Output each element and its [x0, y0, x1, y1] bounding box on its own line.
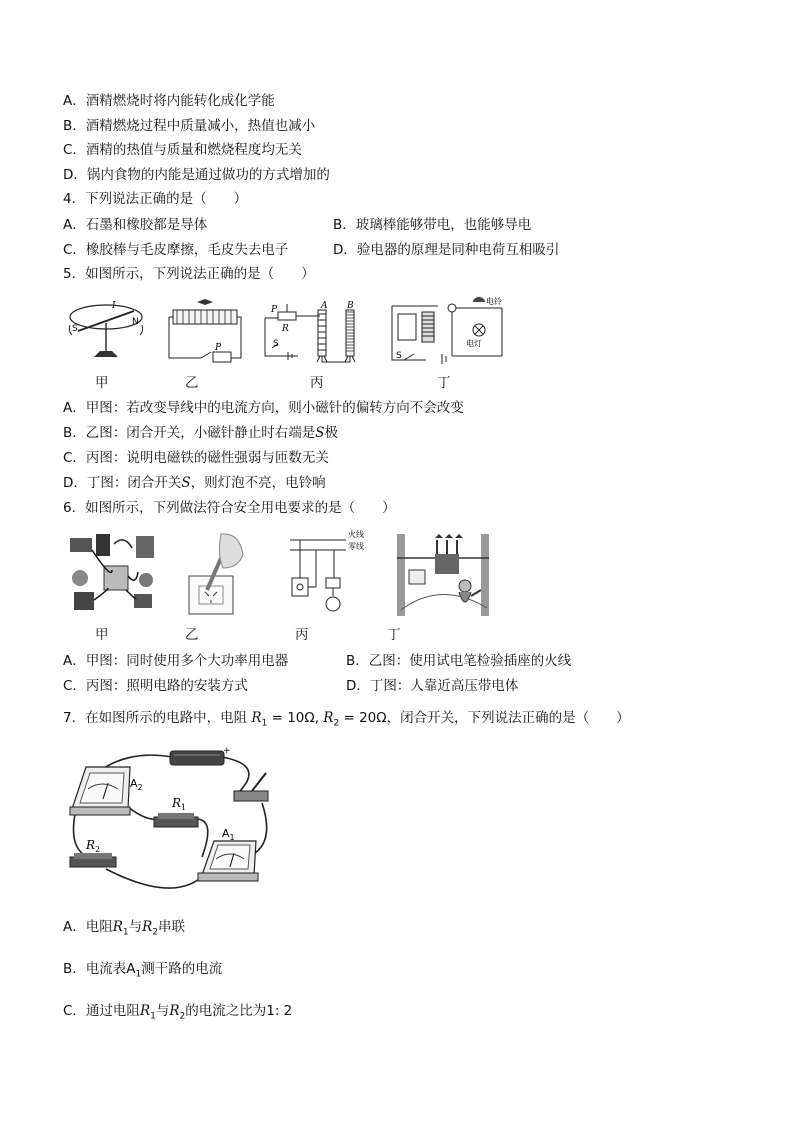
q4-option-c: C．橡胶棒与毛皮摩擦，毛皮失去电子 — [63, 242, 289, 258]
q5-option-c: C．丙图：说明电磁铁的磁性强弱与匝数无关 — [63, 450, 329, 466]
q7-stem: 7．在如图所示的电路中，电阻 $R_1 = 10\Omega$, $R_2 = 20\Omega$，闭合开关，下列说法正确的是（ ） — [63, 710, 630, 729]
q5-option-b: B．乙图：闭合开关，小磁针静止时右端是S极 — [63, 425, 339, 441]
q7-option-a: A．电阻$R_1$与$R_2$串联 — [63, 919, 186, 938]
q7-option-c: C．通过电阻$R_1$与$R_2$的电流之比为1: 2 — [63, 1003, 293, 1022]
q5-ding-s-label: S — [396, 351, 402, 361]
q6-neutral-wire-label: 零线 — [348, 542, 364, 551]
q3-option-c: C．酒精的热值与质量和燃烧程度均无关 — [63, 142, 302, 158]
q5-bing-a-label: A — [321, 301, 328, 311]
q5-yi-p-label: P — [215, 343, 222, 353]
q5-bing-p-label: P — [271, 305, 278, 315]
q7-r2-label: $R_2$ — [86, 838, 101, 854]
q5-bing-s-label: S — [273, 339, 279, 349]
q7-battery-plus-label: + — [223, 746, 231, 756]
q6-option-c: C．丙图：照明电路的安装方式 — [63, 678, 248, 694]
q5-option-a: A．甲图：若改变导线中的电流方向，则小磁针的偏转方向不会改变 — [63, 400, 464, 416]
q6-figure-yi — [185, 530, 260, 616]
q7-a2-label: $A_2$ — [130, 777, 143, 792]
q6-live-wire-label: 火线 — [348, 530, 364, 539]
q6-figure-ding — [395, 530, 490, 616]
q5-jia-i-label: I — [112, 301, 116, 311]
q6-figure-jia — [66, 530, 166, 618]
q5-stem: 5．如图所示，下列说法正确的是（ ） — [63, 266, 315, 282]
q5-figure-jia — [66, 295, 146, 367]
q7-circuit-figure — [66, 745, 281, 900]
q4-stem: 4．下列说法正确的是（ ） — [63, 191, 248, 207]
q5-caption-ding: 丁 — [437, 375, 451, 391]
q6-option-b: B．乙图：使用试电笔检验插座的火线 — [346, 653, 572, 669]
q5-ding-bell-label: 电铃 — [486, 297, 502, 306]
q5-bing-r-label: R — [282, 324, 289, 334]
q3-option-a: A．酒精燃烧时将内能转化成化学能 — [63, 93, 275, 109]
q5-bing-b-label: B — [347, 301, 354, 311]
q6-option-a: A．甲图：同时使用多个大功率用电器 — [63, 653, 289, 669]
q6-option-d: D．丁图：人靠近高压带电体 — [346, 678, 519, 694]
q6-caption-jia: 甲 — [95, 627, 109, 643]
q5-figure-yi — [165, 296, 245, 366]
q4-option-a: A．石墨和橡胶都是导体 — [63, 217, 208, 233]
q5-figure-ding — [386, 290, 506, 366]
q5-jia-n-label: N — [132, 317, 139, 327]
q5-figure-bing — [262, 298, 362, 366]
q3-option-d: D．锅内食物的内能是通过做功的方式增加的 — [63, 167, 330, 183]
q6-caption-ding: 丁 — [387, 627, 401, 643]
q6-caption-yi: 乙 — [185, 627, 199, 643]
q3-option-b: B．酒精燃烧过程中质量减小，热值也减小 — [63, 118, 316, 134]
q4-option-b: B．玻璃棒能够带电，也能够导电 — [333, 217, 532, 233]
q6-caption-bing: 丙 — [295, 627, 309, 643]
q5-option-d: D．丁图：闭合开关S，则灯泡不亮，电铃响 — [63, 475, 326, 491]
q6-stem: 6．如图所示，下列做法符合安全用电要求的是（ ） — [63, 500, 396, 516]
q7-r1-label: $R_1$ — [172, 796, 187, 812]
q4-option-d: D．验电器的原理是同种电荷互相吸引 — [333, 242, 560, 258]
q6-figure-bing — [286, 528, 376, 616]
q5-caption-jia: 甲 — [95, 375, 109, 391]
q7-option-b: B．电流表$A_1$测干路的电流 — [63, 961, 223, 980]
q5-ding-lamp-label: 电灯 — [466, 339, 482, 348]
q5-jia-s-label: S — [72, 324, 78, 334]
q5-caption-bing: 丙 — [310, 375, 324, 391]
q7-a1-label: $A_1$ — [222, 827, 235, 842]
q7-battery-minus-label: - — [164, 749, 168, 762]
q5-caption-yi: 乙 — [185, 375, 199, 391]
